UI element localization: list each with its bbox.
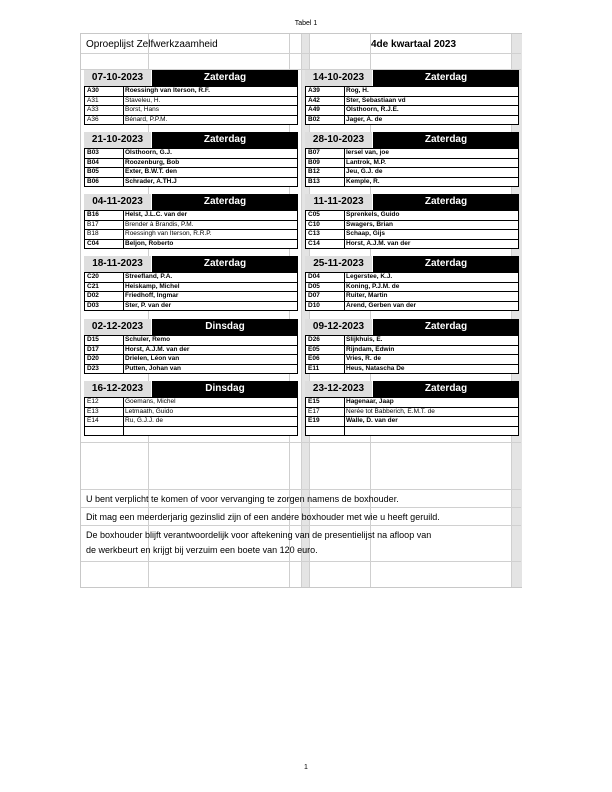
cell-divider bbox=[344, 302, 345, 311]
assignment-row bbox=[85, 177, 297, 187]
footer-line-3: De boxhouder blijft verantwoordelijk voor aftekening van de presentielijst na afloop van bbox=[86, 530, 432, 540]
day-block bbox=[305, 70, 519, 125]
box-code: A42 bbox=[308, 96, 320, 104]
member-name: Roessingh van Iterson, R.R.P. bbox=[125, 230, 212, 237]
cell-divider bbox=[123, 355, 124, 364]
member-name: Vries, R. de bbox=[346, 355, 382, 362]
member-name: Streefland, P.A. bbox=[125, 273, 173, 280]
member-name: Jager, A. de bbox=[346, 115, 383, 123]
box-code: B13 bbox=[308, 177, 320, 185]
box-code: C13 bbox=[308, 230, 320, 237]
assignment-row bbox=[85, 86, 297, 96]
grid-line bbox=[81, 53, 521, 54]
cell-divider bbox=[123, 427, 124, 436]
cell-divider bbox=[123, 149, 124, 158]
assignment-row bbox=[306, 335, 518, 345]
assignment-row bbox=[85, 301, 297, 311]
cell-divider bbox=[344, 87, 345, 96]
footer-line-4: de werkbeurt en krijgt bij verzuim een boete van 120 euro. bbox=[86, 545, 318, 555]
block-weekday: Zaterdag bbox=[373, 70, 519, 86]
block-date: 07-10-2023 bbox=[84, 70, 151, 86]
member-name: Olsthoorn, R.J.E. bbox=[346, 106, 399, 113]
box-code: D17 bbox=[87, 345, 99, 353]
member-name: Ster, Sebastiaan vd bbox=[346, 96, 406, 104]
cell-divider bbox=[344, 427, 345, 436]
assignment-row bbox=[85, 148, 297, 158]
assignment-list bbox=[84, 397, 298, 436]
block-date: 25-11-2023 bbox=[305, 256, 372, 272]
box-code: A36 bbox=[87, 115, 99, 123]
assignment-row bbox=[85, 96, 297, 106]
grid-line bbox=[81, 525, 521, 526]
member-name: Staveleu, H. bbox=[125, 96, 161, 104]
day-block bbox=[84, 381, 298, 436]
block-weekday: Dinsdag bbox=[152, 381, 298, 397]
member-name: Legerstee, K.J. bbox=[346, 273, 393, 280]
cell-divider bbox=[123, 283, 124, 292]
day-block-header bbox=[84, 70, 298, 86]
block-date: 02-12-2023 bbox=[84, 319, 151, 335]
cell-divider bbox=[123, 87, 124, 96]
box-code: E19 bbox=[308, 417, 320, 424]
assignment-row bbox=[85, 167, 297, 177]
day-block bbox=[305, 132, 519, 187]
box-code: A30 bbox=[87, 87, 99, 94]
block-weekday: Zaterdag bbox=[152, 256, 298, 272]
member-name: Rog, H. bbox=[346, 87, 369, 94]
assignment-row bbox=[306, 354, 518, 364]
member-name: Iersel van, joe bbox=[346, 149, 389, 156]
box-code: B04 bbox=[87, 158, 99, 166]
cell-divider bbox=[123, 292, 124, 301]
day-block bbox=[305, 381, 519, 436]
box-code: D15 bbox=[87, 336, 99, 343]
member-name: Helst, J.L.C. van der bbox=[125, 211, 188, 218]
assignment-row bbox=[85, 239, 297, 249]
member-name: Nerée tot Babberich, E.M.T. de bbox=[346, 407, 435, 415]
cell-divider bbox=[344, 178, 345, 187]
assignment-row bbox=[306, 210, 518, 220]
assignment-row bbox=[306, 167, 518, 177]
grid-line bbox=[81, 442, 521, 443]
day-block-header bbox=[305, 194, 519, 210]
box-code: B06 bbox=[87, 177, 99, 185]
block-date: 23-12-2023 bbox=[305, 381, 372, 397]
box-code: D03 bbox=[87, 301, 99, 309]
box-code: E05 bbox=[308, 345, 320, 353]
assignment-row bbox=[85, 105, 297, 115]
cell-divider bbox=[344, 417, 345, 426]
member-name: Walle, D. van der bbox=[346, 417, 398, 424]
cell-divider bbox=[123, 159, 124, 168]
box-code: B16 bbox=[87, 211, 99, 218]
box-code: E12 bbox=[87, 398, 99, 405]
member-name: Roozenburg, Bob bbox=[125, 158, 180, 166]
block-weekday: Zaterdag bbox=[373, 381, 519, 397]
cell-divider bbox=[344, 106, 345, 115]
box-code: E11 bbox=[308, 364, 320, 372]
member-name: Schaap, Gijs bbox=[346, 230, 386, 237]
member-name: Ruiter, Martin bbox=[346, 292, 388, 299]
assignment-list bbox=[305, 272, 519, 311]
cell-divider bbox=[344, 168, 345, 177]
block-weekday: Zaterdag bbox=[373, 256, 519, 272]
member-name: Olsthoorn, G.J. bbox=[125, 149, 172, 156]
day-block-header bbox=[305, 70, 519, 86]
grid-line bbox=[81, 489, 521, 490]
cell-divider bbox=[123, 230, 124, 239]
member-name: Friedhoff, Ingmar bbox=[125, 292, 179, 299]
member-name: Rijndam, Edwin bbox=[346, 345, 395, 353]
box-code: C04 bbox=[87, 239, 99, 247]
assignment-row bbox=[306, 115, 518, 125]
day-block bbox=[84, 256, 298, 311]
cell-divider bbox=[344, 221, 345, 230]
assignment-list bbox=[84, 210, 298, 249]
block-date: 16-12-2023 bbox=[84, 381, 151, 397]
member-name: Letmaath, Guido bbox=[125, 407, 174, 415]
cell-divider bbox=[344, 149, 345, 158]
page-title: Oproeplijst Zelfwerkzaamheid bbox=[86, 39, 218, 50]
assignment-row bbox=[306, 345, 518, 355]
member-name: Ster, P. van der bbox=[125, 301, 172, 309]
grid-line bbox=[301, 34, 302, 587]
assignment-row bbox=[85, 426, 297, 436]
cell-divider bbox=[344, 346, 345, 355]
assignment-row bbox=[85, 335, 297, 345]
day-block bbox=[305, 194, 519, 249]
block-date: 21-10-2023 bbox=[84, 132, 151, 148]
assignment-row bbox=[85, 354, 297, 364]
block-date: 09-12-2023 bbox=[305, 319, 372, 335]
box-code: D04 bbox=[308, 273, 320, 280]
assignment-row bbox=[306, 86, 518, 96]
box-code: B17 bbox=[87, 220, 99, 228]
assignment-row bbox=[85, 416, 297, 426]
member-name: Lantrok, M.P. bbox=[346, 158, 386, 166]
block-weekday: Zaterdag bbox=[152, 132, 298, 148]
box-code: C20 bbox=[87, 273, 99, 280]
cell-divider bbox=[123, 336, 124, 345]
cell-divider bbox=[344, 365, 345, 374]
day-block-header bbox=[84, 132, 298, 148]
footer-line-2: Dit mag een meerderjarig gezinslid zijn of een andere boxhouder met wie u heeft geruild. bbox=[86, 512, 440, 522]
box-code: D20 bbox=[87, 355, 99, 362]
assignment-row bbox=[306, 282, 518, 292]
day-block bbox=[305, 256, 519, 311]
assignment-row bbox=[306, 416, 518, 426]
member-name: Goemans, Michel bbox=[125, 398, 176, 405]
day-block-header bbox=[84, 319, 298, 335]
member-name: Schuler, Remo bbox=[125, 336, 171, 343]
block-date: 04-11-2023 bbox=[84, 194, 151, 210]
cell-divider bbox=[123, 408, 124, 417]
cell-divider bbox=[123, 178, 124, 187]
member-name: Borst, Hans bbox=[125, 106, 159, 113]
member-name: Swagers, Brian bbox=[346, 220, 393, 228]
assignment-row bbox=[306, 364, 518, 374]
cell-divider bbox=[123, 417, 124, 426]
footer-line-1: U bent verplicht te komen of voor vervanging te zorgen namens de boxhouder. bbox=[86, 494, 399, 504]
box-code: B07 bbox=[308, 149, 320, 156]
box-code: B12 bbox=[308, 168, 320, 175]
day-block-header bbox=[84, 256, 298, 272]
cell-divider bbox=[344, 240, 345, 249]
member-name: Heus, Natascha De bbox=[346, 364, 405, 372]
block-weekday: Dinsdag bbox=[152, 319, 298, 335]
grid-line bbox=[81, 561, 521, 562]
cell-divider bbox=[123, 365, 124, 374]
cell-divider bbox=[123, 398, 124, 407]
day-block-header bbox=[305, 319, 519, 335]
day-block bbox=[84, 319, 298, 374]
box-code: D02 bbox=[87, 292, 99, 299]
assignment-row bbox=[306, 158, 518, 168]
box-code: B09 bbox=[308, 158, 320, 166]
schedule-sheet bbox=[80, 33, 522, 588]
sheet-label: Tabel 1 bbox=[294, 20, 318, 27]
cell-divider bbox=[344, 398, 345, 407]
member-name: Horst, A.J.M. van der bbox=[125, 345, 190, 353]
cell-divider bbox=[344, 159, 345, 168]
block-weekday: Zaterdag bbox=[152, 194, 298, 210]
grid-line bbox=[81, 507, 521, 508]
assignment-list bbox=[305, 86, 519, 125]
member-name: Kemple, R. bbox=[346, 177, 380, 185]
cell-divider bbox=[123, 346, 124, 355]
block-date: 14-10-2023 bbox=[305, 70, 372, 86]
assignment-list bbox=[305, 148, 519, 187]
assignment-list bbox=[305, 335, 519, 374]
box-code: E14 bbox=[87, 417, 99, 424]
box-code: E06 bbox=[308, 355, 320, 362]
box-code: A39 bbox=[308, 87, 320, 94]
day-block bbox=[84, 194, 298, 249]
block-weekday: Zaterdag bbox=[373, 319, 519, 335]
day-block-header bbox=[84, 194, 298, 210]
assignment-list bbox=[84, 335, 298, 374]
member-name: Beljon, Roberto bbox=[125, 239, 174, 247]
assignment-row bbox=[306, 96, 518, 106]
member-name: Putten, Johan van bbox=[125, 364, 181, 372]
cell-divider bbox=[123, 302, 124, 311]
assignment-row bbox=[85, 345, 297, 355]
assignment-row bbox=[85, 210, 297, 220]
day-block-header bbox=[305, 381, 519, 397]
assignment-row bbox=[306, 239, 518, 249]
assignment-list bbox=[84, 86, 298, 125]
member-name: Sprenkels, Guido bbox=[346, 211, 400, 218]
cell-divider bbox=[344, 336, 345, 345]
page-number: 1 bbox=[304, 764, 308, 771]
cell-divider bbox=[123, 116, 124, 125]
day-block bbox=[84, 70, 298, 125]
cell-divider bbox=[344, 283, 345, 292]
box-code: D10 bbox=[308, 301, 320, 309]
assignment-row bbox=[85, 291, 297, 301]
member-name: Bénard, P.P.M. bbox=[125, 115, 168, 123]
assignment-row bbox=[306, 148, 518, 158]
member-name: Brender à Brandis, P.M. bbox=[125, 220, 194, 228]
cell-divider bbox=[344, 273, 345, 282]
assignment-row bbox=[85, 229, 297, 239]
cell-divider bbox=[123, 221, 124, 230]
box-code: A49 bbox=[308, 106, 320, 113]
member-name: Arend, Gerben van der bbox=[346, 301, 417, 309]
box-code: E13 bbox=[87, 407, 99, 415]
assignment-row bbox=[85, 115, 297, 125]
box-code: A31 bbox=[87, 96, 99, 104]
assignment-row bbox=[85, 272, 297, 282]
cell-divider bbox=[123, 211, 124, 220]
member-name: Heiskamp, Michel bbox=[125, 282, 180, 290]
assignment-row bbox=[85, 282, 297, 292]
member-name: Koning, P.J.M. de bbox=[346, 282, 400, 290]
box-code: D05 bbox=[308, 282, 320, 290]
assignment-row bbox=[306, 397, 518, 407]
assignment-row bbox=[306, 301, 518, 311]
box-code: A33 bbox=[87, 106, 99, 113]
cell-divider bbox=[344, 355, 345, 364]
block-date: 18-11-2023 bbox=[84, 256, 151, 272]
box-code: B03 bbox=[87, 149, 99, 156]
box-code: C10 bbox=[308, 220, 320, 228]
cell-divider bbox=[344, 97, 345, 106]
quarter-title: 4de kwartaal 2023 bbox=[371, 39, 457, 50]
cell-divider bbox=[123, 106, 124, 115]
cell-divider bbox=[344, 116, 345, 125]
member-name: Hagenaar, Jaap bbox=[346, 398, 394, 405]
box-code: C05 bbox=[308, 211, 320, 218]
member-name: Jeu, G.J. de bbox=[346, 168, 383, 175]
member-name: Drielen, Léon van bbox=[125, 355, 180, 362]
assignment-row bbox=[85, 397, 297, 407]
box-code: B05 bbox=[87, 168, 99, 175]
day-block bbox=[305, 319, 519, 374]
assignment-row bbox=[306, 407, 518, 417]
cell-divider bbox=[344, 292, 345, 301]
block-weekday: Zaterdag bbox=[152, 70, 298, 86]
day-block-header bbox=[305, 132, 519, 148]
member-name: Slijkhuis, E. bbox=[346, 336, 383, 343]
day-block-header bbox=[305, 256, 519, 272]
assignment-row bbox=[306, 177, 518, 187]
box-code: C21 bbox=[87, 282, 99, 290]
assignment-row bbox=[306, 426, 518, 436]
assignment-row bbox=[85, 407, 297, 417]
cell-divider bbox=[123, 97, 124, 106]
block-weekday: Zaterdag bbox=[373, 194, 519, 210]
member-name: Exter, B.W.T. den bbox=[125, 168, 178, 175]
cell-divider bbox=[123, 240, 124, 249]
assignment-row bbox=[85, 364, 297, 374]
day-block-header bbox=[84, 381, 298, 397]
assignment-row bbox=[306, 229, 518, 239]
member-name: Ru, G.J.J. de bbox=[125, 417, 163, 424]
cell-divider bbox=[123, 273, 124, 282]
box-code: B02 bbox=[308, 115, 320, 123]
box-code: D07 bbox=[308, 292, 320, 299]
member-name: Roessingh van Iterson, R.F. bbox=[125, 87, 210, 94]
cell-divider bbox=[123, 168, 124, 177]
box-code: E17 bbox=[308, 407, 320, 415]
assignment-row bbox=[306, 272, 518, 282]
assignment-row bbox=[306, 105, 518, 115]
day-block bbox=[84, 132, 298, 187]
cell-divider bbox=[344, 211, 345, 220]
assignment-list bbox=[84, 148, 298, 187]
assignment-list bbox=[305, 210, 519, 249]
assignment-list bbox=[84, 272, 298, 311]
block-weekday: Zaterdag bbox=[373, 132, 519, 148]
box-code: C14 bbox=[308, 239, 320, 247]
assignment-row bbox=[306, 291, 518, 301]
box-code: D26 bbox=[308, 336, 320, 343]
cell-divider bbox=[344, 230, 345, 239]
block-date: 28-10-2023 bbox=[305, 132, 372, 148]
block-date: 11-11-2023 bbox=[305, 194, 372, 210]
box-code: B18 bbox=[87, 230, 99, 237]
assignment-row bbox=[85, 220, 297, 230]
box-code: D23 bbox=[87, 364, 99, 372]
box-code: E15 bbox=[308, 398, 320, 405]
cell-divider bbox=[344, 408, 345, 417]
member-name: Schrader, A.TH.J bbox=[125, 177, 177, 185]
assignment-list bbox=[305, 397, 519, 436]
assignment-row bbox=[85, 158, 297, 168]
member-name: Horst, A.J.M. van der bbox=[346, 239, 411, 247]
assignment-row bbox=[306, 220, 518, 230]
